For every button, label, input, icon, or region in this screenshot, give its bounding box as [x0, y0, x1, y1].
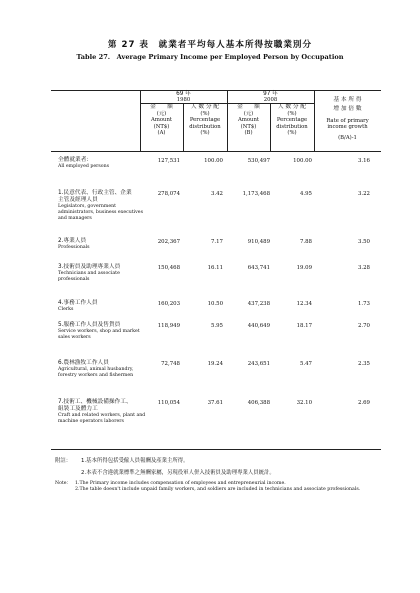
note-en-2: 2.The table doesn't include unpaid family workers, and soldiers are included in technicians and associate professionals. — [75, 487, 361, 492]
table-cell-amt2008: 910,489 — [247, 239, 270, 245]
row-label-zh: 5.服務工作人員及售貨員 — [58, 322, 121, 328]
header-amount-unit: (元) — [156, 111, 167, 117]
row-label-zh: 全體就業者： — [58, 157, 93, 163]
table-cell-amt2008: 437,238 — [247, 301, 270, 307]
header-pct-2008 — [270, 104, 314, 136]
note-zh-1: 1.基本所得包括受僱人員報酬及產業主所得。 — [81, 458, 189, 464]
row-label-zh: 2.專業人員 — [58, 238, 87, 244]
header-amount-label-zh: 金 額 — [237, 104, 260, 110]
table-cell-growth: 3.50 — [357, 239, 370, 245]
table-cell-amt2008: 643,741 — [247, 265, 270, 271]
header-amount-currency: (NT$) — [153, 123, 170, 130]
table-cell-growth: 3.16 — [357, 158, 370, 164]
table-cell-amt2008: 530,497 — [247, 158, 270, 164]
header-year1-zh: 69 年 — [176, 91, 191, 97]
table-cell-pct1980: 37.61 — [207, 400, 223, 406]
header-amount-label-zh: 金 額 — [150, 104, 173, 110]
note-zh-label: 附註： — [55, 458, 72, 464]
table-cell-pct2008: 100.00 — [293, 158, 312, 164]
table-cell-pct2008: 12.34 — [296, 301, 312, 307]
table-cell-amt1980: 110,054 — [157, 400, 180, 406]
header-year2-en: 2008 — [263, 97, 278, 103]
header-pct-1980 — [183, 104, 227, 136]
header-pct-en2: distribution — [189, 123, 221, 130]
table-row-label — [58, 190, 146, 222]
header-amount-unit: (元) — [243, 111, 254, 117]
table-cell-growth: 1.73 — [357, 301, 370, 307]
header-amount-2008 — [227, 104, 270, 136]
table-cell-pct2008: 5.47 — [299, 361, 312, 367]
table-cell-amt1980: 127,531 — [157, 158, 180, 164]
table-cell-pct1980: 10.50 — [207, 301, 223, 307]
table-row-label — [58, 322, 146, 341]
table-cell-amt1980: 118,949 — [157, 323, 180, 329]
table-cell-growth: 2.70 — [357, 323, 370, 329]
header-amount-1980 — [140, 104, 183, 136]
table-row-label — [58, 157, 146, 170]
header-pct-en: Percentage — [276, 117, 308, 124]
table-cell-growth: 3.22 — [357, 191, 370, 197]
row-label-zh: 7.技術工、機械設備操作工、組裝工及體力工 — [58, 399, 132, 412]
header-pct-en2: distribution — [276, 123, 308, 130]
header-col-a: (A) — [157, 129, 166, 136]
row-label-en: Professionals — [58, 245, 90, 250]
header-growth-en1: Rate of primary — [326, 118, 369, 124]
table-cell-pct2008: 7.88 — [299, 239, 312, 245]
table-cell-pct2008: 18.17 — [296, 323, 312, 329]
row-label-en: Legislators, government administrators, business executives and managers — [58, 204, 143, 221]
header-amount-en: Amount — [238, 117, 259, 124]
header-amount-en: Amount — [151, 117, 172, 124]
header-year1-en: 1980 — [176, 97, 191, 103]
table-cell-amt2008: 440,649 — [247, 323, 270, 329]
table-title-en: Table 27. Average Primary Income per Employed Person by Occupation — [76, 53, 344, 61]
header-year2-zh: 97 年 — [263, 91, 278, 97]
row-label-en: Agricultural, animal husbandry, forestry workers and fishermen — [58, 367, 134, 378]
table-row-label — [58, 300, 146, 313]
row-label-en: Clerks — [58, 307, 74, 312]
table-cell-amt1980: 278,074 — [157, 191, 180, 197]
table-cell-pct1980: 19.24 — [207, 361, 223, 367]
row-label-zh: 3.技術員及助理專業人員 — [58, 264, 121, 270]
table-row-label — [58, 399, 146, 425]
table-cell-pct1980: 7.17 — [210, 239, 223, 245]
note-zh-2: 2.本表不含違就業標準之無酬家屬，另現役軍人併入技術員及助理專業人員統計。 — [81, 470, 275, 476]
table-cell-growth: 3.28 — [357, 265, 370, 271]
header-col-b: (B) — [244, 129, 253, 136]
table-cell-growth: 2.69 — [357, 400, 370, 406]
header-pct-en3: (%) — [200, 129, 210, 136]
header-growth-zh1: 基 本 所 得 — [333, 97, 362, 103]
header-pct-label-zh: 人 數 分 配 — [277, 104, 307, 110]
table-cell-pct1980: 100.00 — [204, 158, 223, 164]
table-cell-pct2008: 4.95 — [299, 191, 312, 197]
table-cell-amt2008: 1,173,468 — [242, 191, 270, 197]
row-label-zh: 4.事務工作人員 — [58, 300, 98, 306]
header-pct-en: Percentage — [189, 117, 221, 124]
table-cell-amt2008: 406,388 — [247, 400, 270, 406]
table-row-label — [58, 264, 146, 283]
table-cell-growth: 2.35 — [357, 361, 370, 367]
table-cell-amt1980: 72,748 — [161, 361, 180, 367]
table-cell-pct2008: 32.10 — [296, 400, 312, 406]
table-row-label — [58, 238, 146, 251]
note-en-1: 1.The Primary income includes compensation of employees and entrepreneurial income. — [75, 481, 286, 486]
row-label-zh: 1.民意代表、行政主管、企業主管及經理人員 — [58, 190, 132, 203]
table-cell-amt1980: 202,367 — [157, 239, 180, 245]
row-label-en: Service workers, shop and market sales workers — [58, 329, 140, 340]
header-pct-unit: (%) — [200, 111, 210, 117]
table-cell-pct1980: 5.95 — [210, 323, 223, 329]
note-en-label: Note： — [55, 481, 72, 486]
row-label-zh: 6.農林漁牧工作人員 — [58, 360, 109, 366]
row-label-en: Technicians and associate professionals — [58, 271, 120, 282]
header-growth-zh2: 增 加 倍 數 — [333, 106, 362, 112]
table-cell-amt1980: 160,203 — [157, 301, 180, 307]
header-growth-en2: income growth — [327, 124, 368, 131]
header-pct-unit: (%) — [287, 111, 297, 117]
table-bottom-rule — [51, 449, 381, 450]
header-growth-en3: (B/A)-1 — [338, 134, 357, 141]
table-row-label — [58, 360, 146, 379]
table-cell-pct1980: 3.42 — [210, 191, 223, 197]
table-cell-amt1980: 150,468 — [157, 265, 180, 271]
table-cell-pct1980: 16.11 — [207, 265, 223, 271]
header-pct-label-zh: 人 數 分 配 — [190, 104, 220, 110]
table-title-zh: 第 27 表 就業者平均每人基本所得按職業別分 — [107, 40, 313, 50]
header-bottom-rule — [51, 151, 381, 152]
row-label-en: Craft and related workers, plant and machine operators laborers — [58, 413, 146, 424]
header-pct-en3: (%) — [287, 129, 297, 136]
header-amount-currency: (NT$) — [240, 123, 257, 130]
table-cell-amt2008: 243,651 — [247, 361, 270, 367]
header-growth — [314, 96, 381, 141]
table-cell-pct2008: 19.09 — [296, 265, 312, 271]
row-label-en: All employed persons — [58, 164, 109, 169]
